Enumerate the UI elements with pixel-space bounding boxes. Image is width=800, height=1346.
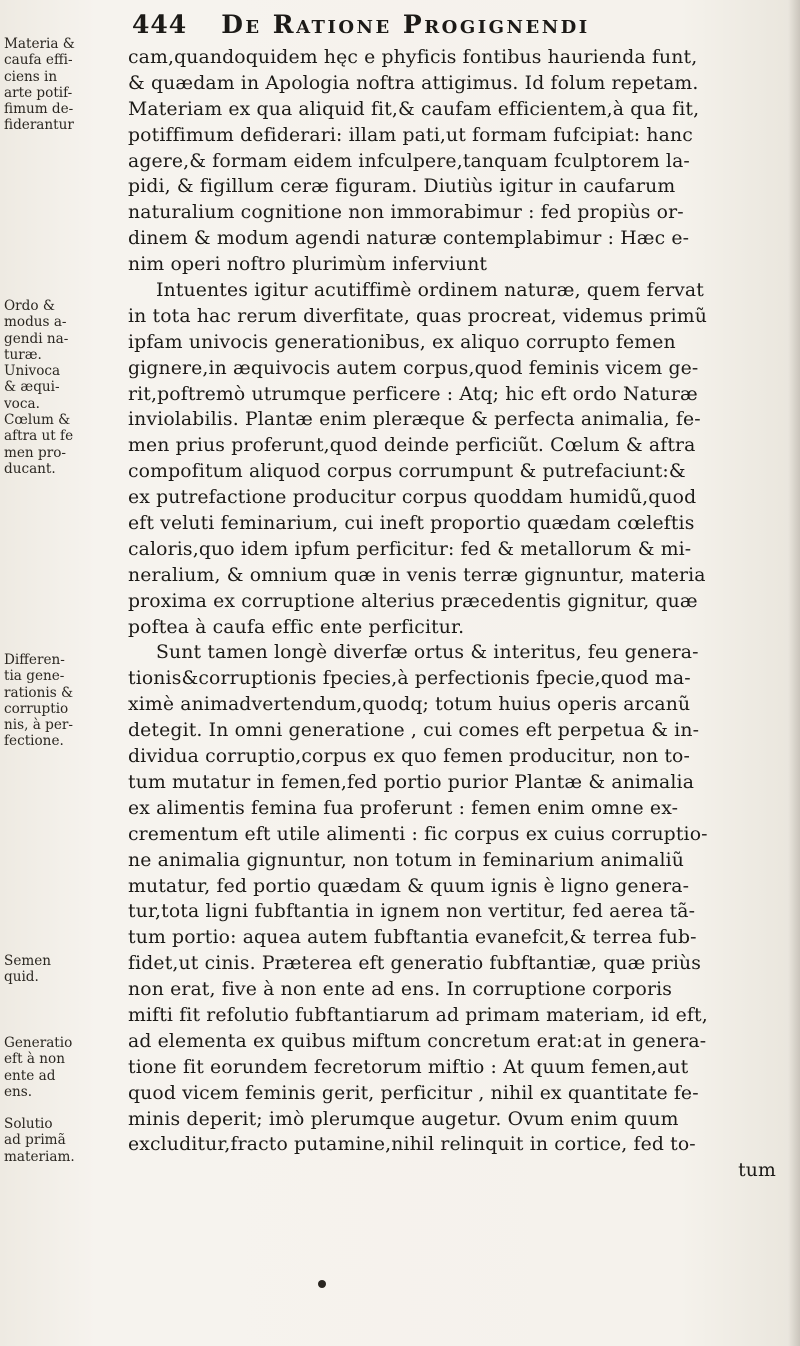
text-line: crementum eft utile alimenti : fic corpus ex cuius corruptio-	[128, 823, 708, 845]
margin-note	[4, 36, 114, 134]
text-line: cam,quandoquidem hęc e phyficis fontibus haurienda funt,	[128, 47, 698, 68]
margin-note-line: & æqui-	[4, 379, 60, 396]
margin-note-line: eft à non	[4, 1051, 65, 1068]
text-line: neralium, & omnium quæ in venis terræ gignuntur, materia	[128, 564, 706, 586]
margin-note-line: caufa effi-	[4, 52, 73, 69]
margin-note-line: aftra ut fe	[4, 428, 74, 445]
text-line: compofitum aliquod corpus corrumpunt & putrefaciunt:&	[128, 461, 686, 483]
text-line: ximè animadvertendum,quodq; totum huius operis arcanũ	[128, 694, 691, 716]
margin-note-line: arte potif-	[4, 84, 73, 101]
text-line: quod vicem feminis gerit, perficitur , nihil ex quantitate fe-	[128, 1082, 699, 1104]
margin-note-line: Solutio	[4, 1116, 53, 1132]
margin-note	[4, 652, 114, 750]
text-line: tum mutatur in femen,fed portio purior Plantæ & animalia	[128, 771, 695, 793]
text-line: mutatur, fed portio quædam & quum ignis è ligno genera-	[128, 875, 690, 897]
margin-note-line: ente ad	[4, 1067, 56, 1084]
margin-note-line: Generatio	[4, 1035, 73, 1051]
margin-note-line: Materia &	[4, 36, 75, 52]
text-line: ne animalia gignuntur, non totum in feminarium animaliũ	[128, 849, 685, 871]
margin-note-line: Univoca	[4, 363, 61, 380]
text-line: excluditur,fracto putamine,nihil relinquit in cortice, fed to-	[128, 1134, 696, 1156]
margin-note-line: men pro-	[4, 444, 66, 461]
text-line: men prius proferunt,quod deinde perficiũt. Cœlum & aftra	[128, 435, 696, 457]
text-line: ad elementa ex quibus miftum concretum erat:at in genera-	[128, 1030, 707, 1052]
margin-note-line: modus a-	[4, 314, 67, 331]
text-line: gignere,in æquivocis autem corpus,quod feminis vicem ge-	[128, 357, 699, 379]
page-number: 444	[132, 10, 188, 39]
margin-notes	[0, 0, 118, 1346]
text-line: Materiam ex qua aliquid fit,& caufam efficientem,à qua fit,	[128, 98, 700, 120]
margin-note-line: ciens in	[4, 68, 58, 85]
text-line: fidet,ut cinis. Præterea eft generatio fubftantiæ, quæ priùs	[128, 953, 702, 975]
margin-note-line: Ordo &	[4, 298, 55, 314]
text-line: pidi, & figillum ceræ figuram. Diutiùs igitur in caufarum	[128, 176, 676, 198]
margin-note-line: materiam.	[4, 1148, 75, 1165]
catchword-line: tum	[738, 1160, 776, 1182]
margin-note	[4, 298, 114, 477]
text-line: potiffimum defiderari: illam pati,ut formam fufcipiat: hanc	[128, 124, 693, 146]
body-text	[128, 45, 788, 1184]
text-line: ex alimentis femina fua proferunt : femen enim omne ex-	[128, 797, 679, 819]
text-line: dinem & modum agendi naturæ contemplabimur : Hæc e-	[128, 228, 690, 250]
text-line: minis deperit; imò plerumque augetur. Ovum enim quum	[128, 1108, 679, 1130]
text-line: mifti fit refolutio fubftantiarum ad primam materiam, id eft,	[128, 1004, 708, 1026]
text-line: poftea à caufa effic ente perficitur.	[128, 616, 465, 638]
text-line: caloris,quo idem ipfum perficitur: fed & metallorum & mi-	[128, 538, 692, 560]
margin-note-line: voca.	[4, 395, 40, 412]
paragraph-start-line: Intuentes igitur acutiffimè ordinem naturæ, quem fervat	[156, 280, 704, 302]
text-line: detegit. In omni generatione , cui comes eft perpetua & in-	[128, 720, 700, 742]
margin-note-line: Semen	[4, 953, 52, 969]
text-line: tionis&corruptionis fpecies,à perfectionis fpecie,quod ma-	[128, 668, 691, 690]
text-line: naturalium cognitione non immorabimur : fed propiùs or-	[128, 202, 684, 224]
margin-note-line: gendi na-	[4, 330, 69, 347]
text-line: dividua corruptio,corpus ex quo femen producitur, non to-	[128, 746, 690, 768]
margin-note-line: fiderantur	[4, 117, 74, 134]
text-line: tum portio: aquea autem fubftantia evanefcit,& terrea fub-	[128, 927, 697, 949]
margin-note-line: tia gene-	[4, 668, 65, 685]
text-line: ipfam univocis generationibus, ex aliquo corrupto femen	[128, 331, 676, 353]
margin-note-line: Cœlum &	[4, 412, 71, 429]
margin-note-line: turæ.	[4, 346, 42, 363]
page-header	[132, 10, 782, 50]
margin-note-line: quid.	[4, 969, 39, 986]
margin-note	[4, 1035, 114, 1100]
text-line: in tota hac rerum diverfitate, quas procreat, videmus primũ	[128, 305, 707, 327]
margin-note	[4, 953, 114, 986]
page-edge-shadow	[788, 0, 800, 1346]
margin-note-line: rationis &	[4, 684, 74, 701]
ink-dot	[318, 1280, 326, 1288]
margin-note-line: ad primã	[4, 1132, 66, 1149]
margin-note	[4, 1116, 114, 1165]
text-line: inviolabilis. Plantæ enim pleræque & perfecta animalia, fe-	[128, 409, 701, 431]
text-line: tione fit eorundem fecretorum miftio : At quum femen,aut	[128, 1056, 689, 1078]
margin-note-line: corruptio	[4, 700, 69, 717]
text-line: tur,tota ligni fubftantia in ignem non vertitur, fed aerea tã-	[128, 901, 696, 923]
margin-note-line: fimum de-	[4, 101, 74, 118]
margin-note-line: Differen-	[4, 652, 65, 668]
margin-note-line: ducant.	[4, 460, 56, 477]
text-line: agere,& formam eidem infculpere,tanquam fculptorem la-	[128, 150, 690, 172]
text-line: eft veluti feminarium, cui ineft proportio quædam cœleftis	[128, 513, 695, 535]
text-line: & quædam in Apologia noftra attigimus. Id folum repetam.	[128, 72, 699, 94]
text-line: ex putrefactione producitur corpus quoddam humidũ,quod	[128, 487, 697, 509]
text-line: nim operi noftro plurimùm inferviunt	[128, 254, 488, 276]
margin-note-line: ens.	[4, 1083, 33, 1100]
margin-note-line: fectione.	[4, 733, 64, 750]
margin-note-line: nis, à per-	[4, 717, 73, 734]
paragraph-start-line: Sunt tamen longè diverfæ ortus & interitus, feu genera-	[156, 642, 699, 664]
text-line: rit,poftremò utrumque perficere : Atq; hic eft ordo Naturæ	[128, 383, 698, 405]
text-line: non erat, five à non ente ad ens. In corruptione corporis	[128, 979, 673, 1001]
text-line: proxima ex corruptione alterius præcedentis gignitur, quæ	[128, 590, 698, 612]
running-title: De Ratione Progignendi	[221, 10, 590, 39]
